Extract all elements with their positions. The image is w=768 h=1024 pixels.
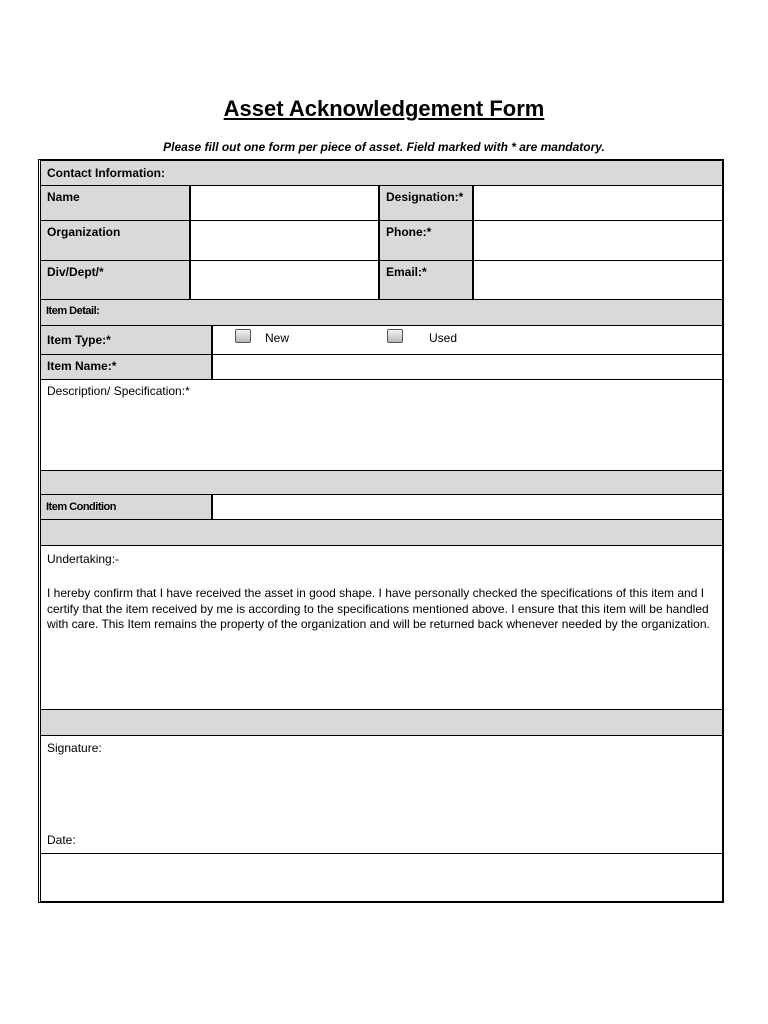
name-field[interactable] — [189, 186, 379, 220]
item-name-label: Item Name:* — [41, 355, 213, 379]
item-condition-row — [40, 494, 724, 520]
form-instructions: Please fill out one form per piece of asset. Field marked with * are mandatory. — [163, 140, 605, 154]
item-condition-field[interactable] — [211, 495, 722, 519]
item-section-header — [40, 299, 724, 326]
name-label: Name — [41, 186, 191, 220]
phone-field[interactable] — [472, 221, 722, 260]
section-divider — [40, 470, 724, 495]
divdept-field[interactable] — [189, 261, 379, 299]
description-box[interactable] — [40, 379, 724, 471]
contact-row-organization — [40, 220, 724, 261]
new-checkbox[interactable] — [235, 329, 251, 343]
organization-field[interactable] — [189, 221, 379, 260]
signature-box[interactable] — [40, 735, 724, 854]
undertaking-text: I hereby confirm that I have received the asset in good shape. I have personally checked the specifications of this item and I certify that the item received by me is according to the specifications mentioned above. I ensure that this item will be handled with care. This Item remains the property of the organization and will be returned back whenever needed by the organization. — [47, 586, 710, 631]
section-divider — [40, 519, 724, 546]
contact-section-header — [40, 160, 724, 186]
contact-row-name — [40, 185, 724, 221]
phone-label: Phone:* — [378, 221, 473, 260]
item-condition-label: Item Condition — [41, 495, 213, 519]
divdept-label: Div/Dept/* — [41, 261, 191, 299]
description-label: Description/ Specification:* — [47, 384, 190, 398]
new-option-label: New — [265, 331, 290, 345]
item-name-field[interactable] — [211, 355, 722, 379]
item-type-label: Item Type:* — [41, 326, 213, 354]
undertaking-box — [40, 545, 724, 710]
item-section-title: Item Detail: — [46, 305, 100, 317]
used-option-label: Used — [429, 331, 458, 345]
item-type-options — [211, 326, 722, 354]
signature-label: Signature: — [47, 741, 102, 755]
designation-field[interactable] — [472, 186, 722, 220]
contact-row-divdept — [40, 260, 724, 300]
used-checkbox[interactable] — [387, 329, 403, 343]
bottom-blank-row — [40, 853, 724, 902]
undertaking-heading: Undertaking:- — [47, 552, 120, 566]
organization-label: Organization — [41, 221, 191, 260]
designation-label: Designation:* — [378, 186, 473, 220]
section-divider — [40, 709, 724, 736]
form-title: Asset Acknowledgement Form — [223, 96, 545, 121]
email-field[interactable] — [472, 261, 722, 299]
date-label: Date: — [47, 833, 76, 847]
item-type-row — [40, 325, 724, 355]
contact-section-title: Contact Information: — [47, 166, 165, 180]
item-name-row — [40, 354, 724, 380]
email-label: Email:* — [378, 261, 473, 299]
